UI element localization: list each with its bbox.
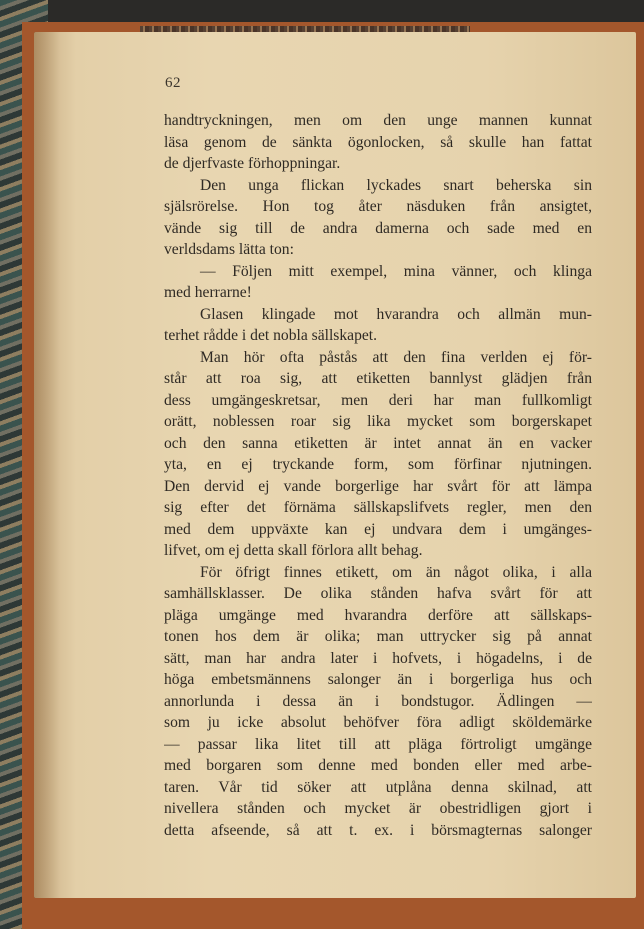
text-line: sig efter det förnäma sällskapslifvets regler, men den (164, 499, 592, 516)
text-line: pläga umgänge med hvarandra derföre att sällskaps- (164, 606, 592, 624)
text-line: — Följen mitt exempel, mina vänner, och klinga (200, 262, 592, 280)
text-line: med borgaren som denne med bonden eller med arbe- (164, 757, 592, 774)
text-line: höga embetsmännens salonger än i borgerliga hus och (164, 671, 592, 688)
text-line: Glasen klingade mot hvarandra och allmän mun- (200, 305, 592, 323)
text-line: handtryckningen, men om den unge mannen kunnat (164, 112, 592, 129)
text-line: själsrörelse. Hon tog åter näsduken från ansigtet, (164, 198, 592, 215)
text-line: Den unga flickan lyckades snart beherska sin (200, 176, 592, 194)
text-line: lifvet, om ej detta skall förlora allt behag. (164, 542, 423, 559)
page-gutter-shadow (34, 32, 60, 898)
text-line: de djerfvaste förhoppningar. (164, 155, 341, 172)
text-line: vände sig till de andra damerna och sade med en (164, 219, 592, 237)
text-line: med dem uppväxte kan ej undvara dem i umgänges- (164, 520, 592, 538)
text-line: sätt, man har andra later i hofvets, i högadelns, i de (164, 649, 592, 667)
text-line: terhet rådde i det nobla sällskapet. (164, 327, 378, 344)
text-line: läsa genom de sänkta ögonlocken, så skulle han fattat (164, 133, 592, 151)
text-line: och den sanna etiketten är intet annat än en vacker (164, 434, 592, 452)
text-line: yta, en ej tryckande form, som förfinar njutningen. (164, 456, 592, 473)
text-line: För öfrigt finnes etikett, om än något olika, i alla (200, 563, 592, 581)
text-line: Man hör ofta påstås att den fina verlden ej för- (200, 348, 592, 366)
page-number: 62 (165, 75, 181, 91)
text-line: — passar lika litet till att pläga förtroligt umgänge (164, 735, 592, 753)
text-line: nivellera stånden och mycket är obestridligen gjort i (164, 800, 592, 817)
text-line: som ju icke absolut behöfver föra adligt sköldemärke (164, 714, 592, 731)
text-line: står att roa sig, att etiketten bannlyst glädjen från (164, 370, 592, 387)
text-line: taren. Vår tid söker att utplåna denna skilnad, att (164, 778, 592, 796)
body-text (164, 110, 592, 841)
text-line: annorlunda i dessa än i bondstugor. Ädlingen — (164, 692, 592, 710)
text-line: Den dervid ej vande borgerlige har svårt för att lämpa (164, 477, 592, 495)
text-line: samhällsklasser. De olika stånden hafva svårt för att (164, 585, 592, 602)
text-line: orätt, noblessen roar sig lika mycket som borgerskapet (164, 413, 592, 430)
text-line: med herrarne! (164, 284, 252, 301)
text-line: detta afseende, så att t. ex. i börsmagternas salonger (164, 821, 592, 839)
text-line: dess umgängeskretsar, men deri har man fullkomligt (164, 391, 592, 409)
text-line: tonen hos dem är olika; man uttrycker sig på annat (164, 628, 592, 645)
text-line: verldsdams lätta ton: (164, 241, 294, 258)
